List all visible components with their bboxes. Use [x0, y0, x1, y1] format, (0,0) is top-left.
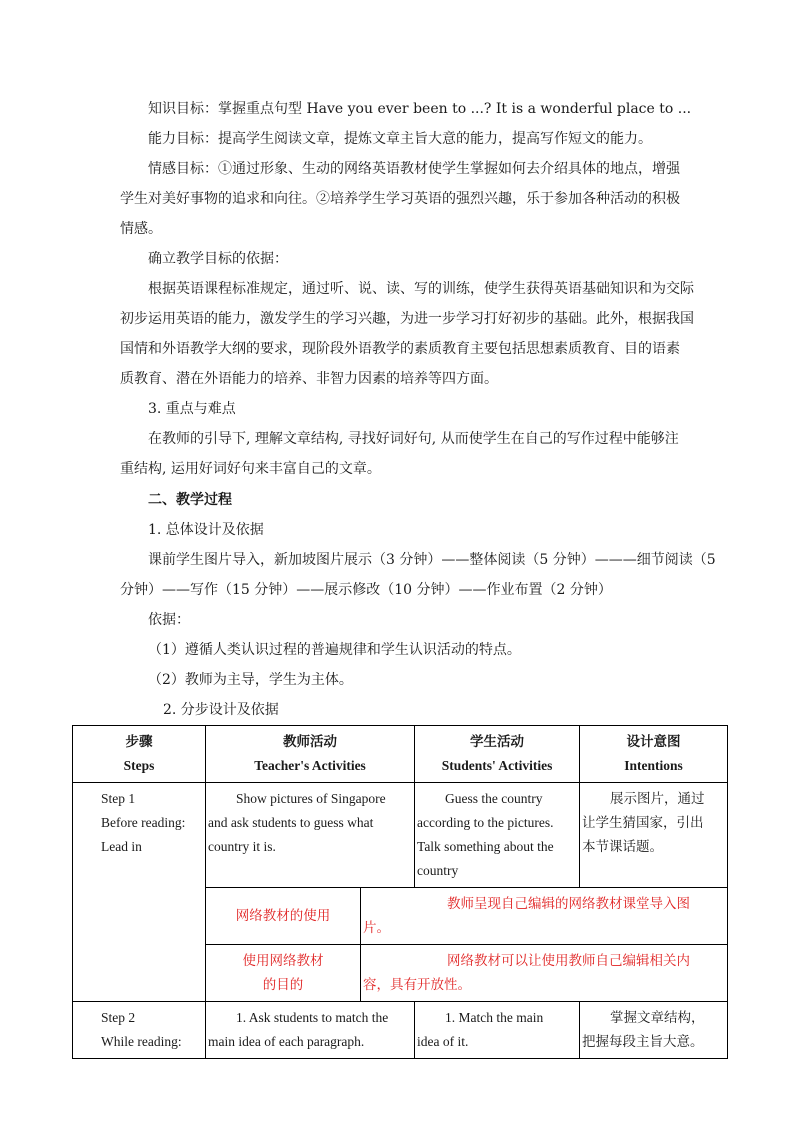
- step1-intent-cell: [580, 783, 728, 888]
- step1-phase: Before reading:: [101, 815, 186, 830]
- ability-goal: 能力目标：提高学生阅读文章，提炼文章主旨大意的能力，提高写作短文的能力。: [148, 131, 652, 147]
- basis-heading: 确立教学目标的依据：: [148, 251, 288, 267]
- step2-student-cell: [415, 1002, 580, 1059]
- net-purpose-text-line: 网络教材可以让使用教师自己编辑相关内: [447, 953, 690, 968]
- header-student-cn: 学生活动: [470, 734, 525, 749]
- basis-item-2: （2）教师为主导，学生为主体。: [148, 672, 353, 688]
- basis-item-1: （1）遵循人类认识过程的普遍规律和学生认识活动的特点。: [148, 642, 521, 658]
- step1-label: Step 1: [101, 791, 136, 806]
- header-intent-en: Intentions: [624, 758, 683, 773]
- header-steps-en: Steps: [123, 758, 155, 773]
- header-intent: [580, 726, 728, 783]
- step2-teacher-cell: [206, 1002, 415, 1059]
- step-design-heading: 2. 分步设计及依据: [163, 702, 279, 718]
- net-use-label: 网络教材的使用: [235, 908, 331, 923]
- knowledge-goal: 知识目标：掌握重点句型 Have you ever been to ...? It is a wonderful place to ...: [148, 101, 692, 117]
- step1-student-line: Guess the country: [445, 791, 543, 806]
- step2-cell: [73, 1002, 206, 1059]
- table-header-row: [73, 726, 728, 783]
- net-use-text-line: 片。: [363, 920, 390, 935]
- step2-student-line: 1. Match the main: [445, 1010, 544, 1025]
- emotion-goal-line-3: 情感。: [120, 221, 162, 237]
- step2-teacher-line: 1. Ask students to match the: [236, 1010, 389, 1025]
- step2-label: Step 2: [101, 1010, 136, 1025]
- net-purpose-text-line: 容，具有开放性。: [363, 977, 471, 992]
- basis-line-4: 质教育、潜在外语能力的培养、非智力因素的培养等四方面。: [120, 371, 498, 387]
- net-purpose-text-cell: [361, 945, 728, 1002]
- step1-intent-line: 展示图片，通过: [610, 791, 705, 806]
- overall-design-line-2: 分钟）——写作（15 分钟）——展示修改（10 分钟）——作业布置（2 分钟）: [120, 582, 612, 598]
- step1-student-line: country: [417, 863, 459, 878]
- emotion-goal-line-1: 情感目标：①通过形象、生动的网络英语教材使学生掌握如何去介绍具体的地点，增强: [148, 161, 680, 177]
- table-row-step1: [73, 783, 728, 888]
- step1-student-line: according to the pictures.: [417, 815, 554, 830]
- header-student: [415, 726, 580, 783]
- header-teacher: [206, 726, 415, 783]
- step1-student-line: Talk something about the: [417, 839, 554, 854]
- step1-intent-line: 让学生猜国家，引出: [582, 815, 704, 830]
- basis-line-3: 国情和外语教学大纲的要求，现阶段外语教学的素质教育主要包括思想素质教育、目的语素: [120, 341, 680, 357]
- step1-cell: [73, 783, 206, 1002]
- step1-intent-line: 本节课话题。: [582, 839, 664, 854]
- key-points-line-1: 在教师的引导下, 理解文章结构, 寻找好词好句, 从而使学生在自己的写作过程中能够注: [148, 431, 679, 447]
- key-points-line-2: 重结构, 运用好词好句来丰富自己的文章。: [120, 461, 381, 477]
- step2-intent-line: 把握每段主旨大意。: [582, 1034, 704, 1049]
- net-purpose-label-line: 的目的: [262, 977, 304, 992]
- step1-activity: Lead in: [101, 839, 142, 854]
- net-purpose-label-cell: [206, 945, 361, 1002]
- basis-line-2: 初步运用英语的能力，激发学生的学习兴趣，为进一步学习打好初步的基础。此外，根据我国: [120, 311, 694, 327]
- emotion-goal-line-2: 学生对美好事物的追求和向往。②培养学生学习英语的强烈兴趣，乐于参加各种活动的积极: [120, 191, 680, 207]
- overall-design-heading: 1. 总体设计及依据: [148, 522, 264, 538]
- step1-teacher-cell: [206, 783, 415, 888]
- net-use-text-cell: [361, 888, 728, 945]
- overall-design-line-1: 课前学生图片导入，新加坡图片展示（3 分钟）——整体阅读（5 分钟）———细节阅读（5: [148, 552, 716, 568]
- net-use-label-cell: [206, 888, 361, 945]
- section-key-points: 3. 重点与难点: [148, 401, 236, 417]
- step2-intent-cell: [580, 1002, 728, 1059]
- step1-teacher-line: Show pictures of Singapore: [236, 791, 386, 806]
- step1-student-cell: [415, 783, 580, 888]
- step1-teacher-line: country it is.: [208, 839, 276, 854]
- basis-line-1: 根据英语课程标准规定，通过听、说、读、写的训练，使学生获得英语基础知识和为交际: [148, 281, 694, 297]
- step2-teacher-line: main idea of each paragraph.: [208, 1034, 365, 1049]
- step1-teacher-line: and ask students to guess what: [208, 815, 374, 830]
- table-row-step2: [73, 1002, 728, 1059]
- header-intent-cn: 设计意图: [626, 734, 681, 749]
- step2-student-line: idea of it.: [417, 1034, 469, 1049]
- header-steps-cn: 步骤: [125, 734, 153, 749]
- section-teaching-process: 二、教学过程: [148, 492, 232, 508]
- header-steps: [73, 726, 206, 783]
- basis-label: 依据：: [148, 612, 190, 628]
- steps-table: [72, 725, 728, 1059]
- step2-phase: While reading:: [101, 1034, 182, 1049]
- step2-intent-line: 掌握文章结构，: [610, 1010, 705, 1025]
- header-teacher-en: Teacher's Activities: [254, 758, 366, 773]
- net-purpose-label-line: 使用网络教材: [242, 953, 324, 968]
- header-student-en: Students' Activities: [441, 758, 553, 773]
- header-teacher-cn: 教师活动: [283, 734, 337, 749]
- net-use-text-line: 教师呈现自己编辑的网络教材课堂导入图: [447, 896, 690, 911]
